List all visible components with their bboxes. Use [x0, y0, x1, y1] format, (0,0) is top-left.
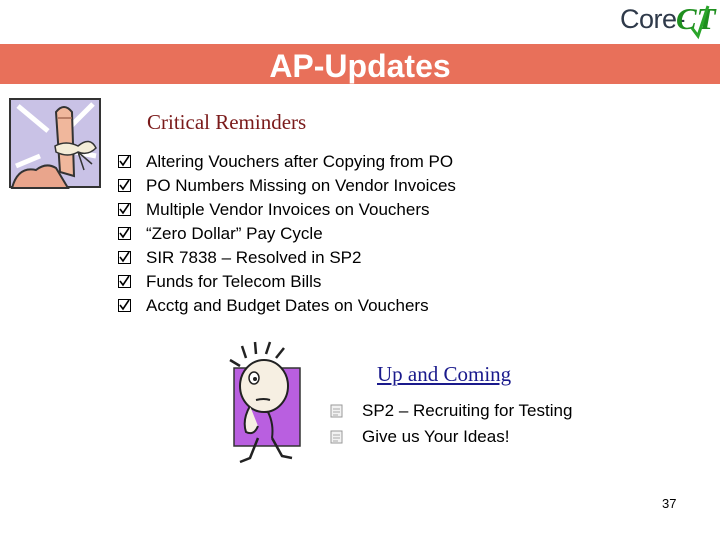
reminder-text: PO Numbers Missing on Vendor Invoices: [146, 176, 456, 195]
core-ct-logo: [620, 2, 716, 42]
document-bullet-icon: [330, 430, 343, 444]
reminder-text: Multiple Vendor Invoices on Vouchers: [146, 200, 430, 219]
list-item: [118, 294, 456, 318]
list-item: [118, 270, 456, 294]
critical-reminders-heading: Critical Reminders: [147, 110, 307, 134]
checkbox-checked-icon: [118, 155, 131, 168]
logo-ct-text: CT: [676, 1, 716, 36]
up-and-coming-list: [330, 398, 572, 450]
critical-reminders-list: [118, 150, 456, 318]
list-item: [118, 198, 456, 222]
thinking-person-icon: [228, 340, 310, 465]
upcoming-text: SP2 – Recruiting for Testing: [362, 401, 573, 420]
finger-string-reminder-icon: [8, 96, 103, 191]
reminder-text: Funds for Telecom Bills: [146, 272, 322, 291]
list-item: [330, 398, 572, 424]
logo-checkmark-icon: [690, 2, 710, 40]
reminder-text: Acctg and Budget Dates on Vouchers: [146, 296, 429, 315]
logo-core-text: Core-: [620, 4, 686, 34]
reminder-text: Altering Vouchers after Copying from PO: [146, 152, 454, 171]
page-title: AP-Updates: [269, 48, 451, 84]
list-item: [118, 246, 456, 270]
list-item: [118, 174, 456, 198]
checkbox-checked-icon: [118, 251, 131, 264]
up-and-coming-heading: Up and Coming: [377, 362, 512, 386]
checkbox-checked-icon: [118, 203, 131, 216]
list-item: [118, 150, 456, 174]
checkbox-checked-icon: [118, 275, 131, 288]
list-item: [330, 424, 572, 450]
upcoming-text: Give us Your Ideas!: [362, 427, 510, 446]
page-number: 37: [662, 496, 677, 511]
list-item: [118, 222, 456, 246]
document-bullet-icon: [330, 404, 343, 418]
reminder-text: SIR 7838 – Resolved in SP2: [146, 248, 362, 267]
checkbox-checked-icon: [118, 179, 131, 192]
reminder-text: “Zero Dollar” Pay Cycle: [146, 224, 323, 243]
checkbox-checked-icon: [118, 299, 131, 312]
checkbox-checked-icon: [118, 227, 131, 240]
